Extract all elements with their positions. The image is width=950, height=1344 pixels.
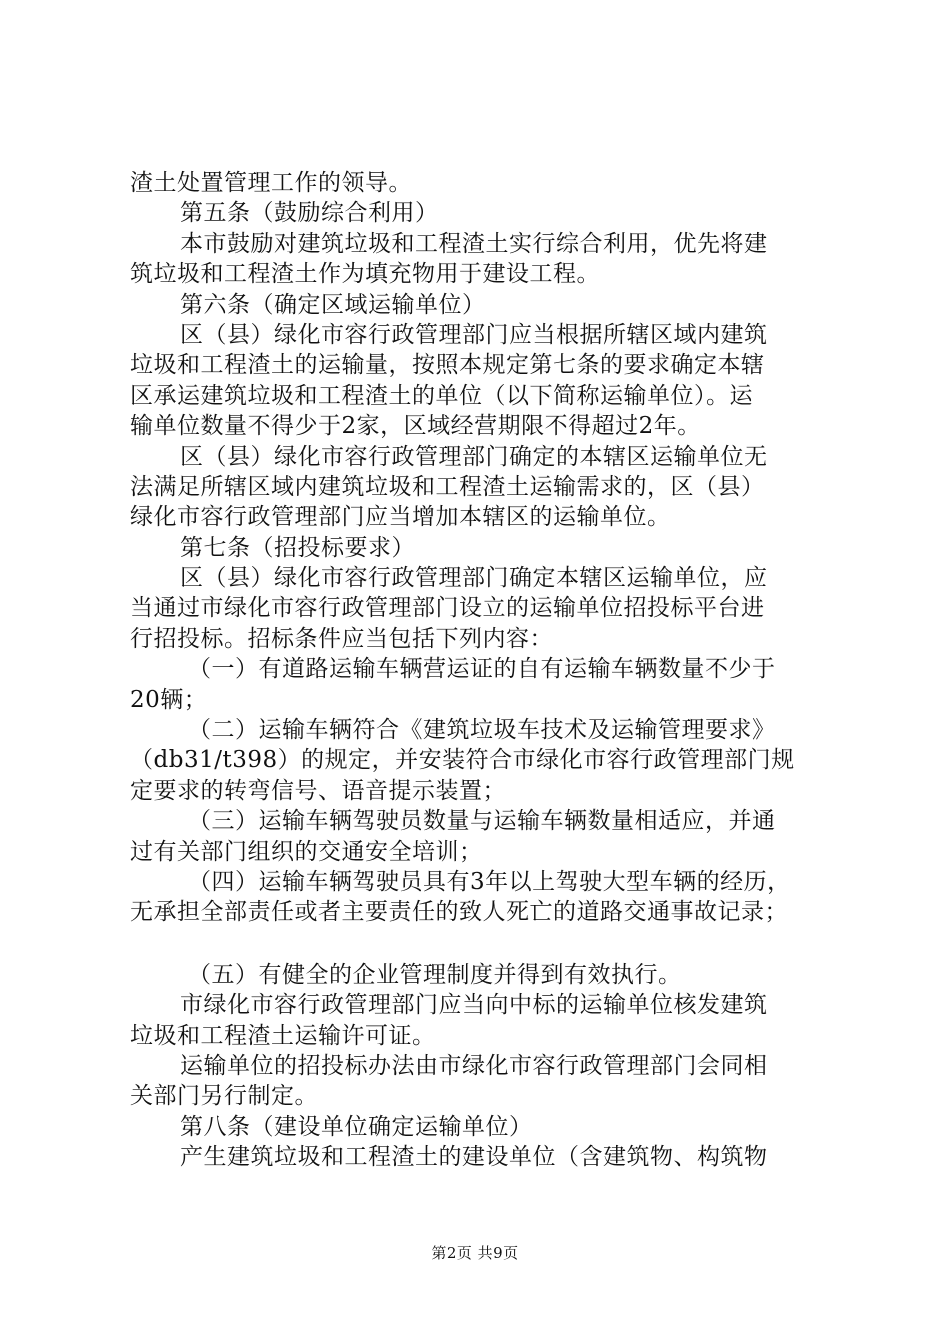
text-line: （四）运输车辆驾驶员具有3年以上驾驶大型车辆的经历， [188,868,791,895]
text-line: 法满足所辖区域内建筑垃圾和工程渣土运输需求的，区（县） [130,473,765,500]
text-line: 产生建筑垃圾和工程渣土的建设单位（含建筑物、构筑物 [180,1144,768,1171]
text-line: 区（县）绿化市容行政管理部门确定本辖区运输单位，应 [180,565,768,592]
text-line: 本市鼓励对建筑垃圾和工程渣土实行综合利用，优先将建 [180,230,768,257]
text-line: 行招投标。招标条件应当包括下列内容： [130,625,553,652]
article-heading: 第五条（鼓励综合利用） [180,200,439,227]
text-line: 当通过市绿化市容行政管理部门设立的运输单位招投标平台进 [130,595,765,622]
text-line: （五）有健全的企业管理制度并得到有效执行。 [188,961,682,988]
text-line: 关部门另行制定。 [130,1083,318,1110]
text-line: （db31/t398）的规定，并安装符合市绿化市容行政管理部门规 [130,747,795,774]
text-line: （二）运输车辆符合《建筑垃圾车技术及运输管理要求》 [188,717,776,744]
paragraph-gap [130,928,835,960]
text-line: 区（县）绿化市容行政管理部门应当根据所辖区域内建筑 [180,321,768,348]
document-body [130,168,835,1173]
text-line: 筑垃圾和工程渣土作为填充物用于建设工程。 [130,261,600,288]
text-line: 市绿化市容行政管理部门应当向中标的运输单位核发建筑 [180,992,768,1019]
text-line: 绿化市容行政管理部门应当增加本辖区的运输单位。 [130,504,671,531]
text-line: （一）有道路运输车辆营运证的自有运输车辆数量不少于 [188,656,776,683]
article-heading: 第八条（建设单位确定运输单位） [180,1113,533,1140]
text-line: 运输单位的招投标办法由市绿化市容行政管理部门会同相 [180,1052,768,1079]
text-line: （三）运输车辆驾驶员数量与运输车辆数量相适应，并通 [188,808,776,835]
page-number-footer: 第2页 共9页 [431,1244,519,1262]
text-line: 垃圾和工程渣土运输许可证。 [130,1022,436,1049]
text-line: 20辆； [130,686,208,713]
article-heading: 第六条（确定区域运输单位） [180,291,486,318]
text-line: 区承运建筑垃圾和工程渣土的单位（以下简称运输单位）。运 [130,382,753,409]
text-line: 无承担全部责任或者主要责任的致人死亡的道路交通事故记录； [130,899,788,926]
text-line: 垃圾和工程渣土的运输量，按照本规定第七条的要求确定本辖 [130,352,765,379]
text-line: 定要求的转弯信号、语音提示装置； [130,777,506,804]
text-line: 渣土处置管理工作的领导。 [130,170,412,196]
text-line: 输单位数量不得少于2家，区域经营期限不得超过2年。 [130,413,701,440]
text-line: 过有关部门组织的交通安全培训； [130,838,483,865]
text-line: 区（县）绿化市容行政管理部门确定的本辖区运输单位无 [180,443,768,470]
article-heading: 第七条（招投标要求） [180,534,415,561]
